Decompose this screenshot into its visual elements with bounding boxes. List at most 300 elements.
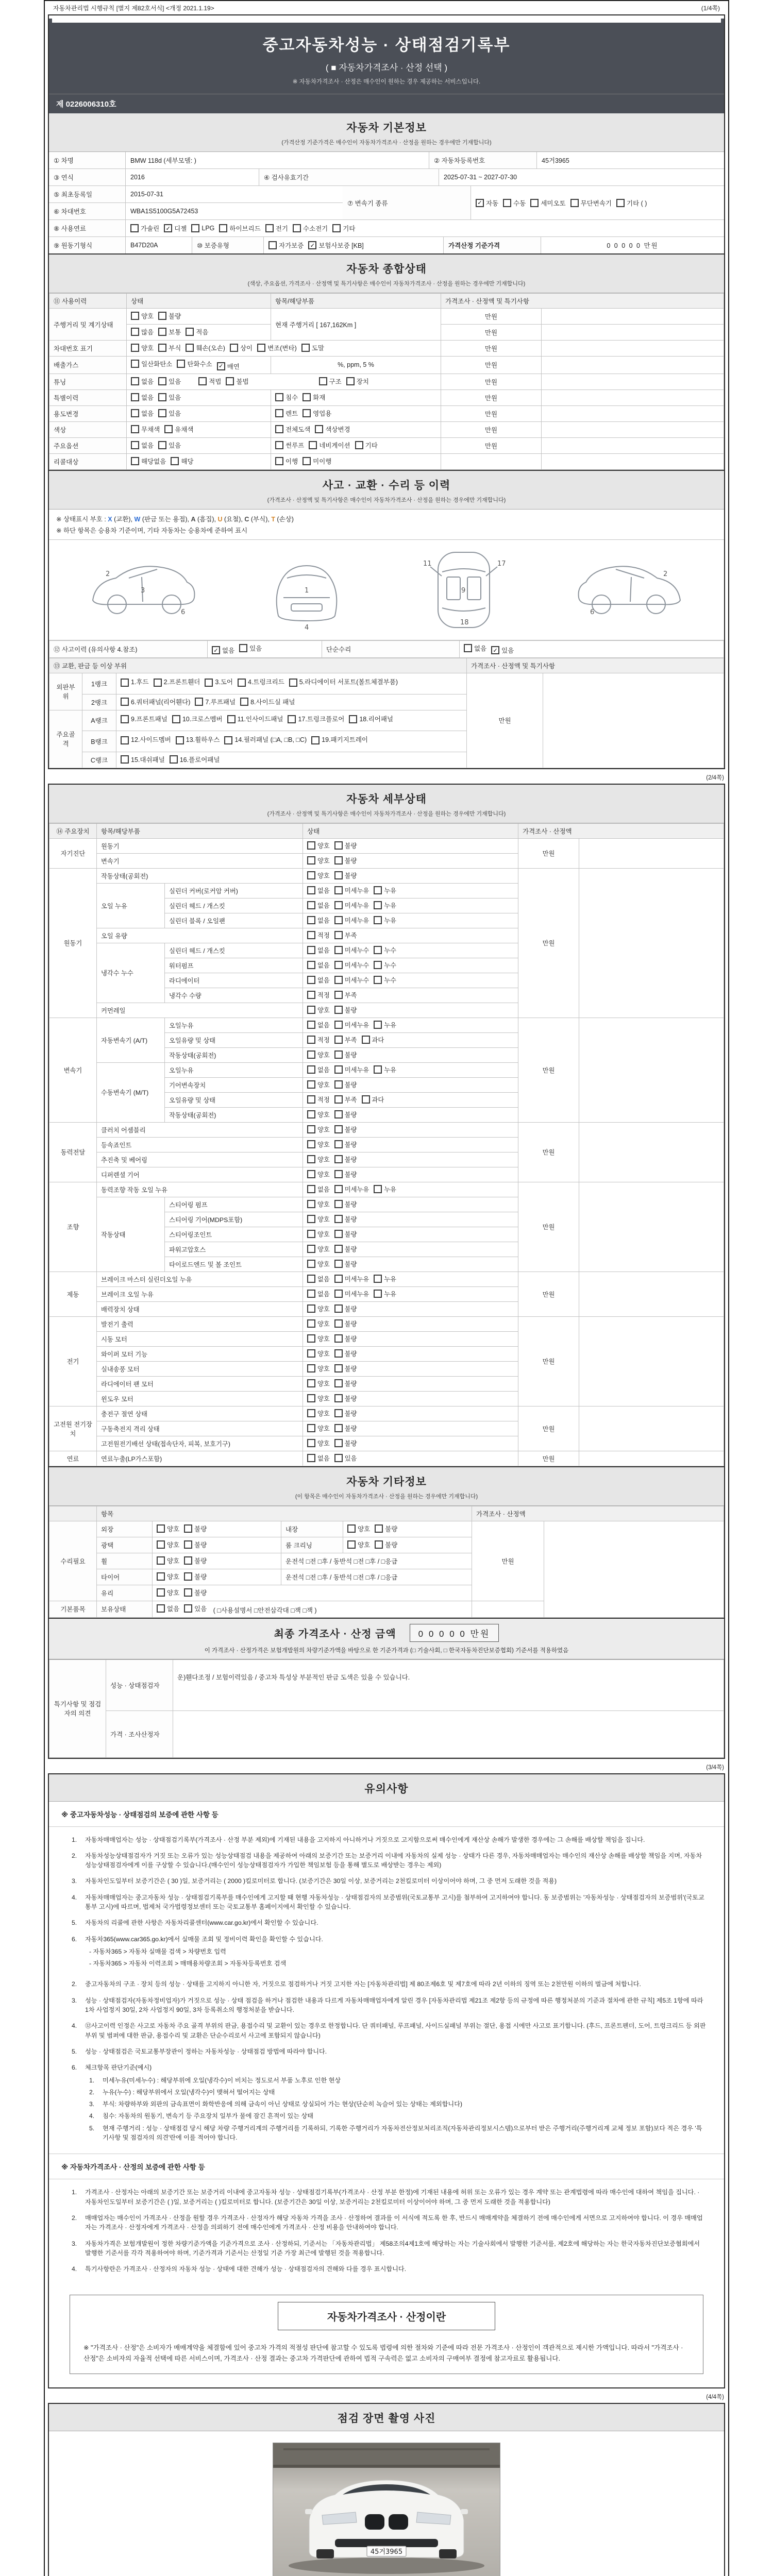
simple-repair-options	[460, 640, 724, 658]
checkbox-양호[interactable]: 양호	[307, 1394, 330, 1403]
checkbox-미세누수[interactable]: 미세누수	[334, 945, 369, 955]
checkbox-미이행[interactable]: 미이행	[303, 456, 331, 466]
exchange-panel-table	[49, 658, 724, 768]
checkbox-수소전기[interactable]: 수소전기	[293, 224, 328, 233]
device-group-label: 변속기	[49, 1018, 97, 1122]
checkbox-불량[interactable]: 불량	[334, 1409, 357, 1418]
checkbox-과다[interactable]: 과다	[362, 1095, 384, 1104]
checkbox-없음[interactable]: 없음	[307, 960, 330, 970]
interior-options	[343, 1521, 472, 1537]
checkbox-기타[interactable]: 기타	[332, 224, 355, 233]
checkbox-있음[interactable]: 있음	[158, 440, 181, 450]
page2-box	[48, 784, 725, 1759]
detail-group-price: 만원	[518, 1018, 579, 1122]
notice-item: 6. 체크항목 판단기준(예시)	[72, 2064, 152, 2072]
checkbox-12.사이드멤버[interactable]: 12.사이드멤버	[121, 734, 171, 747]
detail-item-label: 오일유량 및 상태	[165, 1092, 303, 1107]
checkbox-불량[interactable]: 불량	[184, 1588, 207, 1597]
checkbox-보통[interactable]: 보통	[158, 327, 181, 336]
checkbox-부족[interactable]: 부족	[334, 990, 357, 999]
checkbox-변조(변타)[interactable]: 변조(변타)	[257, 343, 297, 352]
section-detail-title: 자동차 세부상태	[346, 793, 427, 805]
detail-item-label: 오일누유	[165, 1062, 303, 1077]
checkbox-해당없음[interactable]: 해당없음	[131, 456, 166, 466]
checkbox-누유[interactable]: 누유	[374, 901, 396, 910]
checkbox-누유[interactable]: 누유	[374, 886, 396, 895]
checkbox-부족[interactable]: 부족	[334, 1035, 357, 1044]
detail-item-label: 스티어링조인트	[165, 1227, 303, 1242]
checkbox-없음[interactable]: ✓ 없음	[212, 646, 234, 655]
comprehensive-state-table	[49, 293, 724, 470]
checkbox-있음[interactable]: 있음	[158, 393, 181, 402]
label-base-price: 가격산정 기준가격	[444, 237, 541, 253]
checkbox-네비게이션[interactable]: 네비게이션	[309, 440, 350, 450]
checkbox-없음[interactable]: 없음	[157, 1604, 179, 1613]
checkbox-1.후드[interactable]: 1.후드	[121, 676, 149, 689]
checkbox-양호[interactable]: 양호	[307, 1199, 330, 1209]
checkbox-양호[interactable]: 양호	[307, 856, 330, 865]
tuning-exist-options	[131, 380, 186, 387]
checkbox-불량[interactable]: 불량	[158, 311, 181, 320]
checkbox-없음[interactable]: 없음	[307, 901, 330, 910]
tuning-legal-options	[198, 380, 253, 387]
detail-header-price: 가격조사 · 산정액	[518, 823, 724, 838]
checkbox-양호[interactable]: 양호	[307, 1005, 330, 1014]
legend-segment: (부식),	[249, 515, 272, 523]
checkbox-불량[interactable]: 불량	[334, 1155, 357, 1164]
checkbox-자동[interactable]: ✓ 자동	[476, 198, 498, 208]
checkbox-상이[interactable]: 상이	[230, 343, 253, 352]
checkbox-불량[interactable]: 불량	[334, 1304, 357, 1313]
device-subgroup-label: 냉각수 누수	[97, 943, 165, 1003]
checkbox-불량[interactable]: 불량	[334, 1379, 357, 1388]
label-first-reg-date: ⑤ 최초등록일	[49, 186, 126, 202]
checkbox-누유[interactable]: 누유	[374, 1065, 396, 1074]
section-comp-note: (색상, 주요옵션, 가격조사 · 산정액 및 특기사항은 매수인이 자동차가격조사 · 산정을 원하는 경우에만 기재합니다)	[247, 281, 526, 287]
checkbox-일산화탄소[interactable]: 일산화탄소	[131, 359, 172, 368]
checkbox-불량[interactable]: 불량	[184, 1540, 207, 1549]
checkbox-기타 ( )[interactable]: 기타 ( )	[616, 198, 647, 208]
checkbox-LPG[interactable]: LPG	[191, 224, 214, 232]
checkbox-누유[interactable]: 누유	[374, 1274, 396, 1283]
checkbox-많음[interactable]: 많음	[131, 327, 154, 336]
checkbox-양호[interactable]: 양호	[307, 1110, 330, 1119]
row-tuning	[49, 374, 724, 389]
detail-item-label: 연료누출(LP가스포함)	[97, 1451, 303, 1466]
section-etc-title: 자동차 기타정보	[346, 1476, 427, 1488]
checkbox-17.트렁크플로어[interactable]: 17.트렁크플로어	[288, 713, 344, 726]
checkbox-불량[interactable]: 불량	[184, 1556, 207, 1565]
tire-options	[153, 1569, 281, 1585]
checkbox-양호[interactable]: 양호	[157, 1572, 179, 1581]
section-comp-header	[49, 253, 724, 293]
checkbox-양호[interactable]: 양호	[307, 1170, 330, 1179]
checkbox-훼손(오손)[interactable]: 훼손(오손)	[186, 343, 225, 352]
checkbox-수동[interactable]: 수동	[503, 198, 526, 208]
checkbox-없음[interactable]: 없음	[307, 886, 330, 895]
detail-item-label: 추진축 및 베어링	[97, 1152, 303, 1167]
checkbox-9.프론트패널[interactable]: 9.프론트패널	[121, 713, 167, 726]
checkbox-양호[interactable]: 양호	[307, 1155, 330, 1164]
checkbox-양호[interactable]: 양호	[307, 1364, 330, 1373]
note-usage	[542, 405, 724, 421]
legend-segment: ※ 상태표시 부호 :	[56, 515, 108, 523]
checkbox-없음[interactable]: 없음	[131, 377, 154, 386]
checkbox-불량[interactable]: 불량	[334, 1423, 357, 1433]
checkbox-불량[interactable]: 불량	[334, 1244, 357, 1253]
label-wheel: 휠	[97, 1553, 153, 1569]
checkbox-불량[interactable]: 불량	[334, 1110, 357, 1119]
checkbox-해당[interactable]: 해당	[171, 456, 193, 466]
checkbox-기타[interactable]: 기타	[355, 440, 378, 450]
detail-item-options	[303, 1077, 518, 1092]
checkbox-불량[interactable]: 불량	[334, 841, 357, 850]
detail-item-label: 디퍼렌셜 기어	[97, 1167, 303, 1182]
checkbox-양호[interactable]: 양호	[307, 841, 330, 850]
label-room-cleaning: 룸 크리닝	[281, 1537, 343, 1553]
checkbox-적음[interactable]: 적음	[186, 327, 208, 336]
checkbox-누수[interactable]: 누수	[374, 975, 396, 985]
section-accident-title: 사고 · 교환 · 수리 등 이력	[322, 479, 451, 492]
detail-item-label: 브레이크 마스터 실린더오일 누유	[97, 1272, 303, 1286]
checkbox-색상변경[interactable]: 색상변경	[315, 425, 350, 434]
usage-change-options	[127, 405, 271, 421]
checkbox-양호[interactable]: 양호	[307, 1214, 330, 1224]
checkbox-양호[interactable]: 양호	[157, 1524, 179, 1533]
checkbox-전체도색[interactable]: 전체도색	[275, 425, 310, 434]
checkbox-불량[interactable]: 불량	[375, 1540, 397, 1549]
checkbox-불량[interactable]: 불량	[334, 1319, 357, 1328]
detail-item-label: 시동 모터	[97, 1331, 303, 1346]
section-basic-header	[49, 113, 724, 152]
checkbox-보험사보증 [KB][interactable]: ✓ 보험사보증 [KB]	[308, 241, 363, 250]
checkbox-있음[interactable]: 있음	[184, 1604, 207, 1613]
checkbox-14.필러패널 (□A, □B, □C)[interactable]: 14.필러패널 (□A, □B, □C)	[224, 734, 307, 747]
checkbox-양호[interactable]: 양호	[307, 1423, 330, 1433]
label-transmission-type: ⑦ 변속기 종류	[343, 186, 471, 219]
checkbox-썬루프[interactable]: 썬루프	[275, 440, 304, 450]
device-group-label: 전기	[49, 1316, 97, 1406]
checkbox-불량[interactable]: 불량	[334, 1080, 357, 1089]
checkbox-10.크로스멤버[interactable]: 10.크로스멤버	[172, 713, 223, 726]
checkbox-적정[interactable]: 적정	[307, 1095, 330, 1104]
section-etc-note: (이 항목은 매수인이 자동차가격조사 · 산정을 원하는 경우에만 기재합니다)	[295, 1493, 478, 1500]
detail-item-options	[303, 943, 518, 958]
checkbox-없음[interactable]: 없음	[307, 1274, 330, 1283]
checkbox-11.인사이드패널[interactable]: 11.인사이드패널	[227, 713, 283, 726]
tuning-kind-options	[319, 380, 374, 387]
detail-item-label: 원동기	[97, 838, 303, 853]
checkbox-불량[interactable]: 불량	[334, 1050, 357, 1059]
checkbox-미세누수[interactable]: 미세누수	[334, 960, 369, 970]
checkbox-누수[interactable]: 누수	[374, 945, 396, 955]
checkbox-전기[interactable]: 전기	[265, 224, 288, 233]
checkbox-있음[interactable]: 있음	[158, 377, 181, 386]
checkbox-미세누유[interactable]: 미세누유	[334, 886, 369, 895]
row-accident-history	[49, 640, 724, 658]
checkbox-무채색[interactable]: 무채색	[131, 425, 160, 434]
etc-note	[544, 1521, 724, 1617]
checkbox-양호[interactable]: 양호	[307, 1349, 330, 1358]
special-history-kind-options	[271, 389, 441, 405]
notice-item: 2. 중고자동차의 구조 · 장치 등의 성능 · 상태를 고지하지 아니한 자, 거짓으로 점검하거나 거짓 고지한 자는 [자동차관리법] 제 80조제6호 및 제7호에 따라 2년 이하의 징역 또는 2천만원 이하의 벌금에 처합니다.	[72, 1980, 641, 1988]
label-interior: 내장	[281, 1521, 343, 1537]
detail-item-label: 구동축전지 격리 상태	[97, 1421, 303, 1436]
svg-text:4: 4	[305, 623, 309, 632]
checkbox-미세누유[interactable]: 미세누유	[334, 1289, 369, 1298]
checkbox-침수[interactable]: 침수	[275, 393, 298, 402]
label-polish: 광택	[97, 1537, 153, 1553]
checkbox-불량[interactable]: 불량	[334, 1140, 357, 1149]
checkbox-양호[interactable]: 양호	[347, 1540, 370, 1549]
checkbox-양호[interactable]: 양호	[307, 1304, 330, 1313]
checkbox-부족[interactable]: 부족	[334, 1095, 357, 1104]
exchange-header: ⑬ 교환, 판금 등 이상 부위	[49, 658, 467, 673]
svg-text:17: 17	[497, 560, 506, 568]
checkbox-양호[interactable]: 양호	[307, 1080, 330, 1089]
checkbox-불량[interactable]: 불량	[334, 871, 357, 880]
label-emission: 배출가스	[49, 357, 127, 374]
checkbox-양호[interactable]: 양호	[307, 1140, 330, 1149]
row-recall	[49, 453, 724, 469]
checkbox-양호[interactable]: 양호	[307, 1319, 330, 1328]
checkbox-양호[interactable]: 양호	[307, 1379, 330, 1388]
detail-item-options	[303, 928, 518, 943]
etc-header-blank	[49, 1506, 97, 1521]
checkbox-장치[interactable]: 장치	[346, 377, 369, 386]
detail-item-options	[303, 1406, 518, 1421]
checkbox-있음[interactable]: ✓ 있음	[491, 646, 514, 655]
checkbox-8.사이드실 패널[interactable]: 8.사이드실 패널	[240, 697, 295, 706]
detail-item-label: 브레이크 오일 누유	[97, 1286, 303, 1301]
checkbox-미세누유[interactable]: 미세누유	[334, 916, 369, 925]
checkbox-양호[interactable]: 양호	[307, 1244, 330, 1253]
label-price-appraiser: 가격 · 조사산정자	[106, 1710, 173, 1757]
checkbox-불량[interactable]: 불량	[184, 1524, 207, 1533]
state-code-legend-2: ※ 하단 항목은 승용차 기준이며, 기타 자동차는 승용차에 준하여 표시	[49, 524, 724, 540]
checkbox-없음[interactable]: 없음	[307, 1184, 330, 1194]
checkbox-도말[interactable]: 도말	[301, 343, 324, 352]
checkbox-영업용[interactable]: 영업용	[303, 409, 331, 418]
checkbox-미세누유[interactable]: 미세누유	[334, 1274, 369, 1283]
checkbox-양호[interactable]: 양호	[157, 1588, 179, 1597]
notice-item: 2. 매매업자는 매수인이 가격조사 · 산정을 원할 경우 가격조사 · 산정자가 해당 자동차 가격을 조사 · 산정하여 결과를 이 서식에 적도록 한 후, 반드시 매매계약을 체결하기 전에 매수인에게 서면으로 고지하여야 합니다. 이 경우 매매업자는 가격조사 · 산정자에게 가격조사 · 산정을 의뢰하기 전에 매수인에게 가격조사 · 산정 비용을 안내하여야 합니다.	[72, 2214, 703, 2231]
checkbox-누유[interactable]: 누유	[374, 1184, 396, 1194]
notices-header	[49, 1774, 724, 1802]
checkbox-구조[interactable]: 구조	[319, 377, 342, 386]
checkbox-적법[interactable]: 적법	[198, 377, 221, 386]
notice-item: 3. 성능 · 상태점검자(자동차정비업자)가 거짓으로 성능 · 상태 점검을 하거나 점검한 내용과 다르게 자동차매매업자에게 알린 경우 [자동차관리법 제21조 제2항 등의 규정에 따른 행정처분의 기준과 절차에 관한 규칙] 제5조 1항에 따라 1차 사업정지 30일, 2차 사업정지 90일, 3차 등록취소의 행정처분을 받습니다.	[72, 1996, 703, 2014]
device-group-label: 고전원 전기장치	[49, 1406, 97, 1451]
detail-item-label: 오일 유량	[97, 928, 303, 943]
svg-text:2: 2	[106, 570, 110, 578]
checkbox-누수[interactable]: 누수	[374, 960, 396, 970]
checkbox-디젤[interactable]: ✓ 디젤	[164, 224, 187, 233]
checkbox-미세누유[interactable]: 미세누유	[334, 1020, 369, 1029]
checkbox-없음[interactable]: 없음	[131, 409, 154, 418]
final-price-note: 이 가격조사 · 산정가격은 보험개발원의 차량기준가액을 바탕으로 한 기준가격과 (□ 기술사회, □ 한국자동차진단보증협회) 기준서를 적용하였음	[204, 1647, 569, 1654]
checkbox-불량[interactable]: 불량	[334, 1349, 357, 1358]
checkbox-불량[interactable]: 불량	[334, 1199, 357, 1209]
checkbox-2.프론트휀더[interactable]: 2.프론트휀더	[154, 676, 200, 689]
checkbox-양호[interactable]: 양호	[157, 1556, 179, 1565]
checkbox-유채색[interactable]: 유채색	[164, 425, 193, 434]
checkbox-없음[interactable]: 없음	[307, 916, 330, 925]
checkbox-양호[interactable]: 양호	[307, 1229, 330, 1239]
svg-text:2: 2	[663, 570, 668, 578]
detail-item-options	[303, 1331, 518, 1346]
notice-subitem: 3. 부식: 차량하부와 외판의 금속표면이 화학반응에 의해 금속이 아닌 상태로 상실되어 가는 현상(단순히 녹슬어 있는 상태는 제외합니다)	[89, 2100, 463, 2108]
checkbox-누유[interactable]: 누유	[374, 1020, 396, 1029]
checkbox-이행[interactable]: 이행	[275, 456, 298, 466]
checkbox-18.리어패널[interactable]: 18.리어패널	[349, 713, 393, 726]
notice-item: 4. 자동차매매업자는 중고자동차 성능 · 상태점검기록부를 매수인에게 고지할 때 현행 자동차성능 · 상태점검자의 보증범위(국토교통부 고시)를 첨부하여 고지하여야 합니다. 동 보증범위는 '자동차성능 · 상태점검자의 보증범위'(국토교통부 고시)에 따르며, 법제처 국가법령정보센터 또는 국토교통부 홈페이지에서 확인할 수 있습니다.	[72, 1893, 704, 1910]
checkbox-19.패키지트레이[interactable]: 19.패키지트레이	[311, 734, 368, 747]
checkbox-적정[interactable]: 적정	[307, 1035, 330, 1044]
checkbox-없음[interactable]: 없음	[307, 1289, 330, 1298]
checkbox-불법[interactable]: 불법	[226, 377, 248, 386]
checkbox-불량[interactable]: 불량	[334, 1170, 357, 1179]
checkbox-자가보증[interactable]: 자가보증	[268, 241, 304, 250]
checkbox-양호[interactable]: 양호	[307, 1438, 330, 1448]
checkbox-없음[interactable]: 없음	[131, 440, 154, 450]
checkbox-렌트[interactable]: 렌트	[275, 409, 298, 418]
price-recall	[441, 453, 542, 469]
price-color: 만원	[441, 421, 542, 437]
detail-item-label: 배력장치 상태	[97, 1301, 303, 1316]
car-diagram-top	[410, 546, 518, 634]
checkbox-적정[interactable]: 적정	[307, 990, 330, 999]
detail-item-options	[303, 958, 518, 973]
checkbox-하이브리드[interactable]: 하이브리드	[219, 224, 260, 233]
checkbox-있음[interactable]: 있음	[239, 643, 262, 653]
checkbox-불량[interactable]: 불량	[334, 1394, 357, 1403]
svg-text:11: 11	[423, 560, 432, 568]
detail-item-label: 커먼레일	[97, 1003, 303, 1018]
hold-options	[157, 1607, 211, 1614]
price-options: 만원	[441, 437, 542, 453]
label-glass: 유리	[97, 1585, 153, 1601]
legend-segment: (요철),	[222, 515, 245, 523]
device-subgroup-label: 자동변속기 (A/T)	[97, 1018, 165, 1062]
label-engine-type: ⑨ 원동기형식	[49, 237, 126, 253]
checkbox-불량[interactable]: 불량	[184, 1572, 207, 1581]
detail-item-label: 타이로드엔드 및 볼 조인트	[165, 1257, 303, 1272]
checkbox-부식[interactable]: 부식	[158, 343, 181, 352]
checkbox-탄화수소[interactable]: 탄화수소	[177, 359, 212, 368]
checkbox-양호[interactable]: 양호	[307, 1334, 330, 1343]
checkbox-13.휠하우스[interactable]: 13.휠하우스	[176, 734, 220, 747]
checkbox-불량[interactable]: 불량	[334, 1438, 357, 1448]
checkbox-불량[interactable]: 불량	[334, 1229, 357, 1239]
car-diagram-side-right	[569, 546, 693, 634]
checkbox-미세누유[interactable]: 미세누유	[334, 1065, 369, 1074]
checkbox-양호[interactable]: 양호	[131, 311, 154, 320]
checkbox-양호[interactable]: 양호	[307, 1409, 330, 1418]
document-number: 제 0226006310호	[49, 94, 724, 113]
page1-box	[48, 14, 725, 769]
checkbox-미세누수[interactable]: 미세누수	[334, 975, 369, 985]
note-tuning	[542, 374, 724, 389]
checkbox-미세누유[interactable]: 미세누유	[334, 1184, 369, 1194]
detail-item-options	[303, 1018, 518, 1032]
label-usage-change: 용도변경	[49, 405, 127, 421]
checkbox-4.트렁크리드[interactable]: 4.트렁크리드	[238, 676, 284, 689]
checkbox-양호[interactable]: 양호	[347, 1524, 370, 1533]
checkbox-양호[interactable]: 양호	[157, 1540, 179, 1549]
notice-item: 6. 자동차365(www.car365.go.kr)에서 실매물 조회 및 정비이력 확인을 확인할 수 있습니다.	[72, 1935, 323, 1943]
checkbox-15.대쉬패널[interactable]: 15.대쉬패널	[121, 755, 165, 764]
checkbox-누유[interactable]: 누유	[374, 916, 396, 925]
checkbox-과다[interactable]: 과다	[362, 1035, 384, 1044]
checkbox-적정[interactable]: 적정	[307, 930, 330, 940]
checkbox-세미오토[interactable]: 세미오토	[530, 198, 565, 208]
checkbox-화재[interactable]: 화재	[303, 393, 325, 402]
checkbox-불량[interactable]: 불량	[334, 1005, 357, 1014]
checkbox-양호[interactable]: 양호	[307, 871, 330, 880]
label-repair-needed: 수리필요	[49, 1521, 97, 1601]
detail-item-label: 변속기	[97, 853, 303, 868]
checkbox-없음[interactable]: 없음	[307, 1065, 330, 1074]
checkbox-양호[interactable]: 양호	[307, 1259, 330, 1268]
svg-text:3: 3	[141, 586, 145, 595]
checkbox-불량[interactable]: 불량	[334, 1214, 357, 1224]
checkbox-양호[interactable]: 양호	[307, 1050, 330, 1059]
note-special	[542, 389, 724, 405]
detail-row	[49, 1182, 724, 1197]
inspector-opinion-text: 운)휀다조정 / 보험이력있음 / 중고차 특성상 부분적인 판금 도색은 있을 수 있습니다.	[173, 1659, 724, 1710]
checkbox-불량[interactable]: 불량	[334, 856, 357, 865]
checkbox-매연[interactable]: ✓ 매연	[217, 362, 240, 371]
checkbox-누유[interactable]: 누유	[374, 1289, 396, 1298]
wheel-options	[153, 1553, 281, 1569]
checkbox-없음[interactable]: 없음	[307, 945, 330, 955]
checkbox-없음[interactable]: 없음	[131, 393, 154, 402]
checkbox-미세누유[interactable]: 미세누유	[334, 901, 369, 910]
checkbox-3.도어[interactable]: 3.도어	[205, 676, 233, 689]
detail-item-options	[303, 1092, 518, 1107]
checkbox-불량[interactable]: 불량	[375, 1524, 397, 1533]
form-meta-row	[48, 0, 725, 14]
checkbox-있음[interactable]: 있음	[334, 1453, 357, 1463]
detail-item-label: 클러치 어셈블리	[97, 1122, 303, 1137]
detail-item-options	[303, 1272, 518, 1286]
checkbox-불량[interactable]: 불량	[334, 1364, 357, 1373]
checkbox-있음[interactable]: 있음	[158, 409, 181, 418]
notice-subitem: - 자동차365 > 자동차 이력조회 > 매매용차량조회 > 자동차등록번호 검색	[89, 1960, 287, 1968]
checkbox-불량[interactable]: 불량	[334, 1334, 357, 1343]
checkbox-양호[interactable]: 양호	[307, 1125, 330, 1134]
photos-header	[49, 2404, 724, 2431]
checkbox-없음[interactable]: 없음	[307, 1020, 330, 1029]
checkbox-없음[interactable]: 없음	[307, 975, 330, 985]
detail-item-label: 라디에이터	[165, 973, 303, 988]
checkbox-5.라디에이터 서포트(볼트체결부품)[interactable]: 5.라디에이터 서포트(볼트체결부품)	[289, 676, 398, 689]
checkbox-불량[interactable]: 불량	[334, 1259, 357, 1268]
checkbox-부족[interactable]: 부족	[334, 930, 357, 940]
checkbox-16.플로어패널[interactable]: 16.플로어패널	[170, 755, 220, 764]
checkbox-가솔린[interactable]: 가솔린	[130, 224, 159, 233]
checkbox-양호[interactable]: 양호	[131, 343, 154, 352]
checkbox-6.쿼터패널(리어휀다)[interactable]: 6.쿼터패널(리어휀다)	[121, 697, 190, 706]
checkbox-7.루프패널[interactable]: 7.루프패널	[195, 697, 236, 706]
checkbox-없음[interactable]: 없음	[307, 1453, 330, 1463]
checkbox-없음[interactable]: 없음	[464, 643, 486, 653]
legend-segment: W	[134, 515, 141, 523]
notice-item: 4. 특기사항란은 가격조사 · 산정자의 자동차 성능 · 상태에 대한 견해가 성능 · 상태점검자의 견해와 다를 경우 표시합니다.	[72, 2265, 407, 2273]
checkbox-무단변속기[interactable]: 무단변속기	[570, 198, 612, 208]
checkbox-불량[interactable]: 불량	[334, 1125, 357, 1134]
